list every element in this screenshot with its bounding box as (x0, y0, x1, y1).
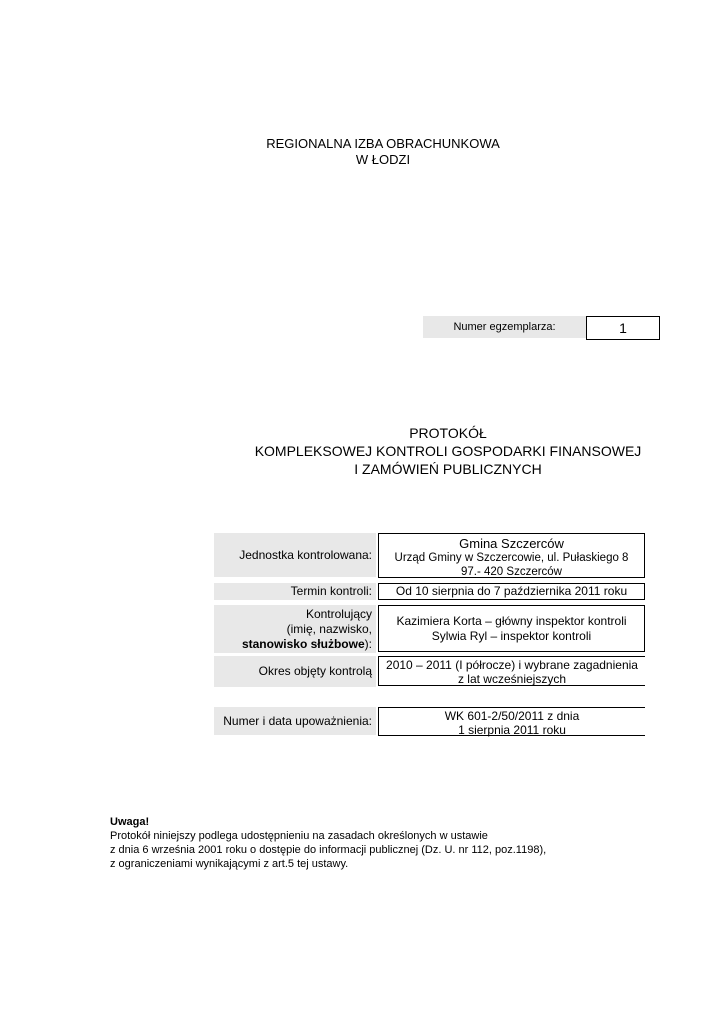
authorization-line-2: 1 sierpnia 2011 roku (458, 723, 566, 737)
term-value: Od 10 sierpnia do 7 października 2011 roku (378, 583, 645, 600)
inspectors-label-bold: stanowisko służbowe (241, 637, 365, 651)
inspectors-label-line-3 (214, 637, 372, 652)
inspectors-label-line-2: (imię, nazwisko, (286, 622, 372, 636)
title-line-3: I ZAMÓWIEŃ PUBLICZNYCH (354, 461, 542, 477)
legal-notice (110, 815, 546, 871)
notice-line-2: z dnia 6 września 2001 roku o dostępie do informacji publicznej (Dz. U. nr 112, poz.1198), (110, 844, 547, 856)
institution-name: REGIONALNA IZBA OBRACHUNKOWA (266, 136, 500, 151)
copy-number-value: 1 (586, 316, 660, 340)
inspectors-label-suffix: ): (364, 637, 372, 651)
authorization-value (378, 707, 645, 736)
institution-header (0, 136, 724, 168)
period-value (378, 656, 645, 686)
notice-line-1: Protokół niniejszy podlega udostępnieniu na zasadach określonych w ustawie (110, 830, 488, 842)
unit-address-1: Urząd Gminy w Szczercowie, ul. Pułaskiego 8 (394, 552, 629, 564)
unit-value (378, 533, 645, 578)
unit-label: Jednostka kontrolowana: (214, 533, 376, 577)
notice-line-3: z ograniczeniami wynikającymi z art.5 tej ustawy. (110, 858, 349, 870)
copy-number-label: Numer egzemplarza: (423, 316, 586, 338)
authorization-line-1: WK 601-2/50/2011 z dnia (444, 709, 580, 723)
term-label: Termin kontroli: (214, 583, 376, 600)
inspectors-value (378, 605, 645, 652)
period-label: Okres objęty kontrolą (214, 656, 376, 687)
period-line-2: z lat wcześniejszych (457, 672, 567, 686)
inspector-2: Sylwia Ryl – inspektor kontroli (431, 629, 592, 643)
title-line-1: PROTOKÓŁ (409, 425, 487, 441)
inspectors-label-line-1: Kontrolujący (305, 607, 372, 621)
title-line-2: KOMPLEKSOWEJ KONTROLI GOSPODARKI FINANSOWEJ (254, 443, 642, 459)
protocol-title (200, 424, 696, 478)
institution-city: W ŁODZI (355, 152, 411, 167)
notice-heading: Uwaga! (110, 816, 150, 828)
inspector-1: Kazimiera Korta – główny inspektor kontroli (396, 614, 627, 628)
unit-address-2: 97.- 420 Szczerców (461, 566, 562, 578)
unit-name: Gmina Szczerców (459, 536, 564, 551)
period-line-1: 2010 – 2011 (I półrocze) i wybrane zagadnienia (386, 658, 638, 672)
authorization-label: Numer i data upoważnienia: (214, 707, 376, 735)
inspectors-label (214, 605, 376, 653)
